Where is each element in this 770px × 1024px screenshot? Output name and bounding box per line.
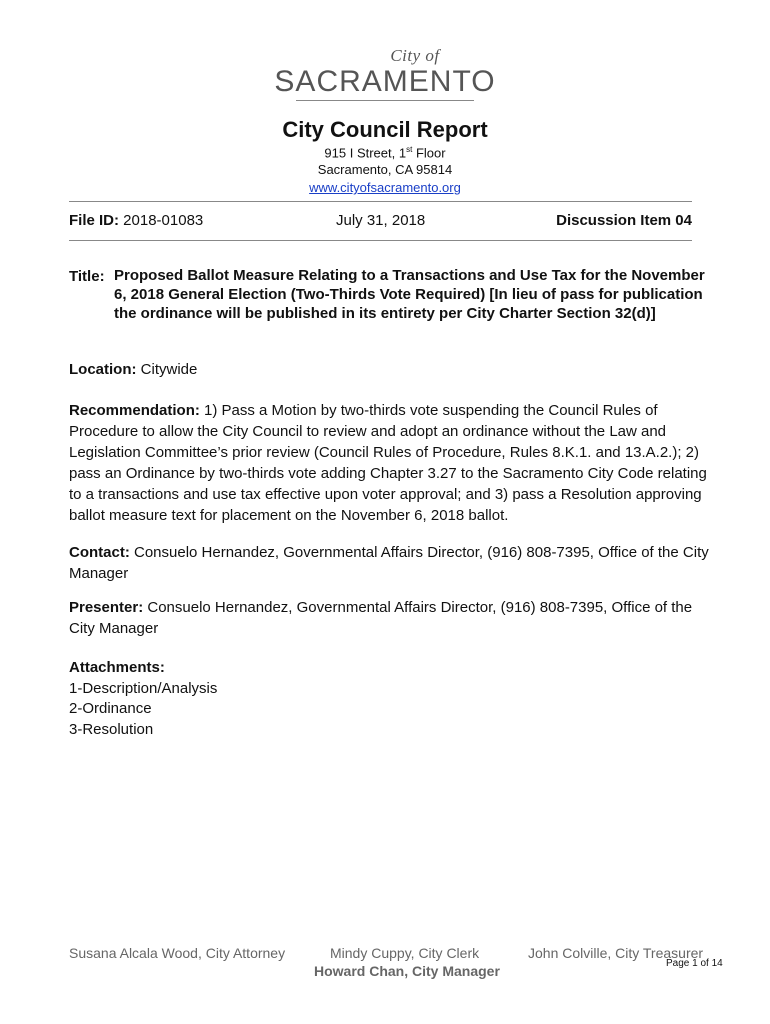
report-date: July 31, 2018 (336, 212, 426, 229)
divider-bottom (69, 240, 692, 241)
logo-underline (296, 100, 474, 101)
logo-city-of: City of (390, 46, 440, 65)
presenter-text: Consuelo Hernandez, Governmental Affairs Director, (916) 808-7395, Office of the City Manager (69, 599, 693, 637)
title-label: Title: (69, 268, 105, 285)
address-superscript: st (406, 145, 413, 154)
attachment-item: 1-Description/Analysis (69, 679, 218, 697)
address-floor: Floor (412, 145, 446, 161)
title-section (69, 266, 709, 323)
recommendation-label: Recommendation: (69, 402, 200, 419)
attachments-section (69, 658, 709, 740)
discussion-item: Discussion Item 04 (556, 212, 692, 229)
logo-name: SACRAMENTO (274, 65, 496, 98)
footer-city-clerk: Mindy Cuppy, City Clerk (330, 945, 480, 961)
file-id-label: File ID: (69, 212, 120, 229)
page-title: City Council Report (282, 117, 488, 142)
attachment-item: 3-Resolution (69, 720, 154, 738)
address-street: 915 I Street, 1 (324, 145, 407, 161)
address-line-1 (0, 145, 770, 160)
footer-city-treasurer: John Colville, City Treasurer (528, 945, 704, 961)
location-value: Citywide (136, 361, 198, 378)
contact-section (69, 542, 709, 584)
attachments-label: Attachments: (69, 659, 165, 676)
footer-city-attorney: Susana Alcala Wood, City Attorney (69, 945, 286, 961)
contact-text: Consuelo Hernandez, Governmental Affairs Director, (916) 808-7395, Office of the City Manager (69, 544, 709, 582)
page-number: Page 1 of 14 (666, 958, 723, 969)
location-section (69, 359, 709, 380)
presenter-section (69, 597, 709, 639)
address-line-2: Sacramento, CA 95814 (317, 162, 453, 177)
city-logo (0, 46, 770, 101)
divider-top (69, 201, 692, 202)
presenter-label: Presenter: (69, 599, 144, 616)
attachment-item: 2-Ordinance (69, 700, 152, 717)
file-id (69, 212, 203, 229)
file-id-value: 2018-01083 (119, 212, 204, 229)
recommendation-section (69, 400, 709, 526)
contact-label: Contact: (69, 544, 130, 561)
recommendation-text: 1) Pass a Motion by two-thirds vote suspending the Council Rules of Procedure to allow the City Council to review and adopt an ordinance without the Law and Legislation Committee’s prior review (Council Rules of Procedure, Rules 8.K.1. and 13.A.2.); 2) pass an Ordinance by two-thirds vote adding Chapter 3.27 to the Sacramento City Code relating to a transactions and use tax effective upon voter approval; and 3) pass a Resolution approving ballot measure text for placement on the November 6, 2018 ballot. (69, 402, 707, 524)
title-text: Proposed Ballot Measure Relating to a Transactions and Use Tax for the November 6, 2018 General Election (Two-Thirds Vote Required) [In lieu of pass for publication the ordinance will be published in its entirety per City Charter Section 32(d)] (114, 267, 705, 322)
location-label: Location: (69, 361, 137, 378)
website-link[interactable]: www.cityofsacramento.org (309, 180, 461, 195)
footer-city-manager: Howard Chan, City Manager (314, 963, 500, 979)
